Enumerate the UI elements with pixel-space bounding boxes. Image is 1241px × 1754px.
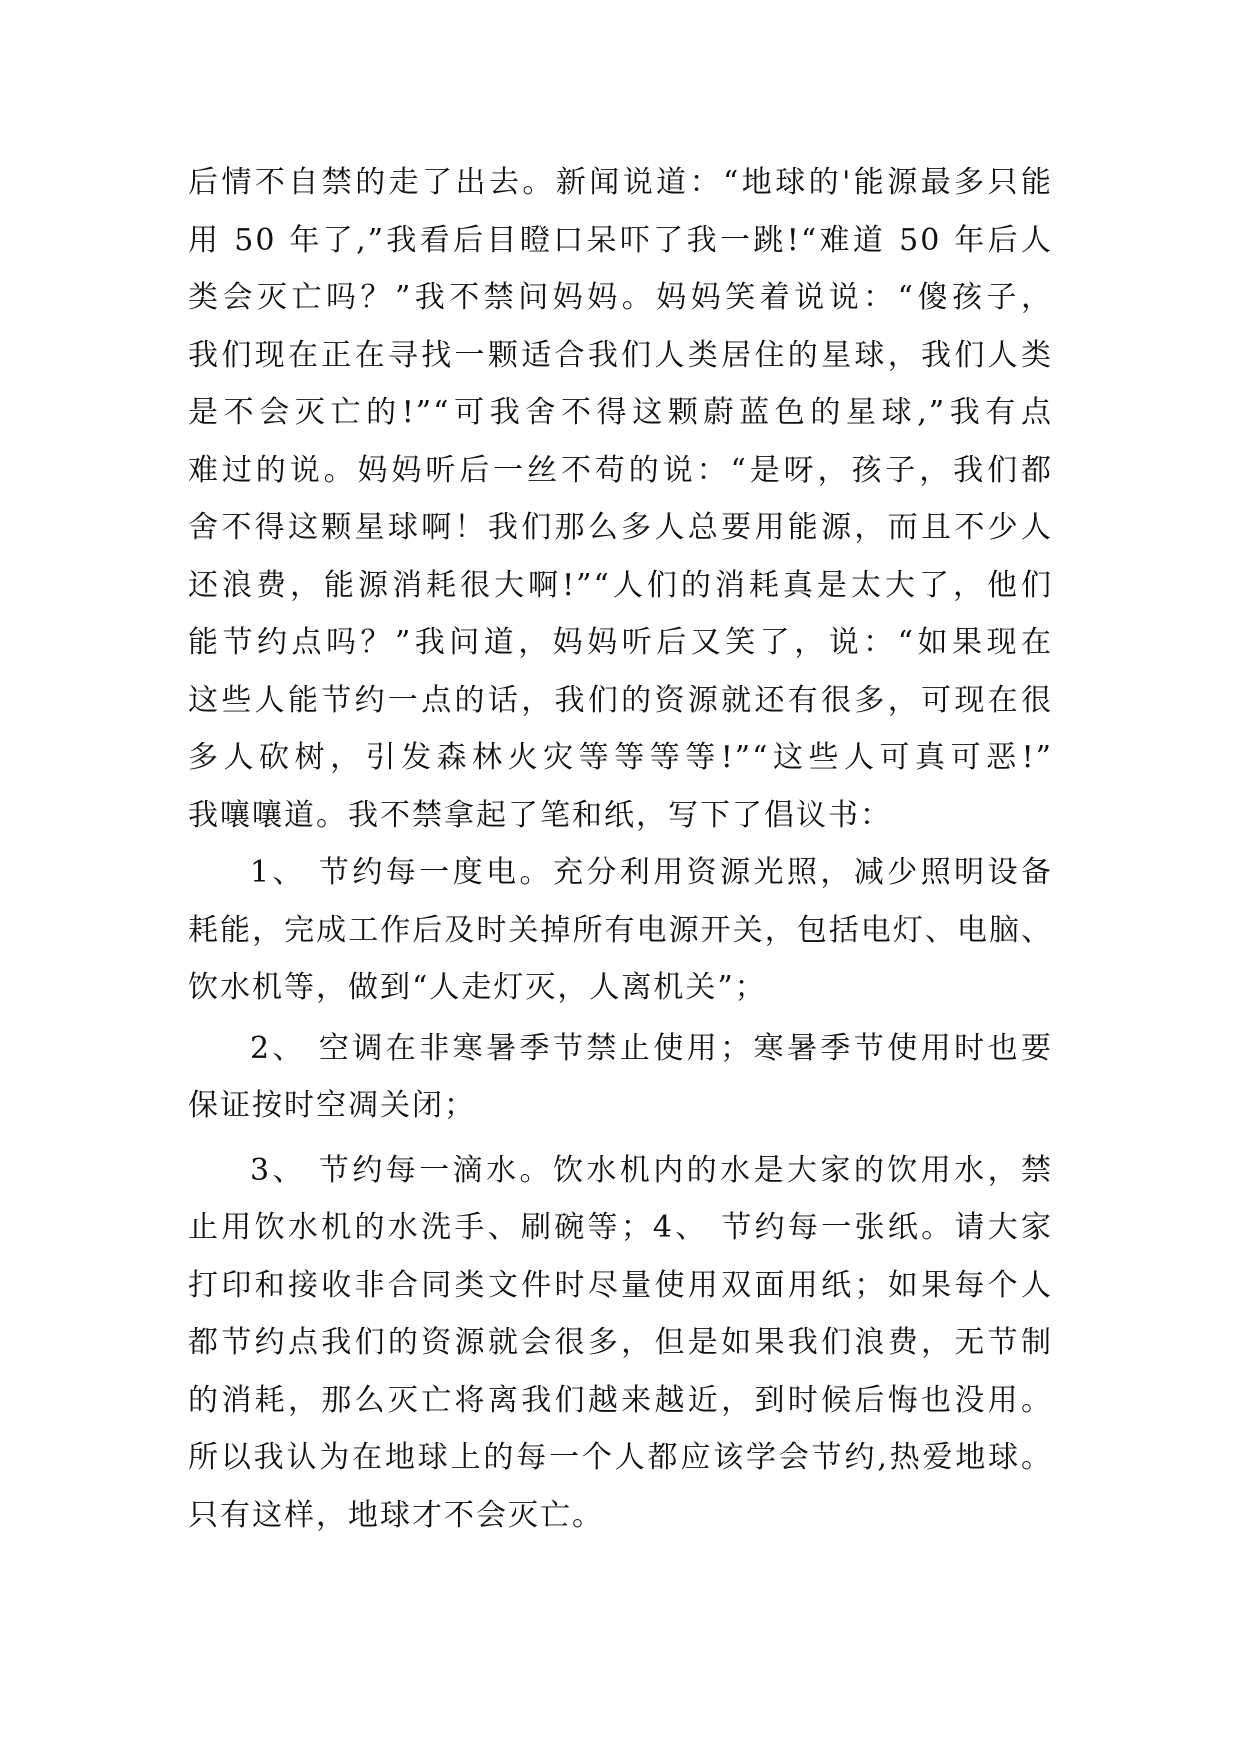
text-line: 只有这样，地球才不会灭亡。	[188, 1497, 604, 1533]
text-line: 舍不得这颗星球啊！我们那么多人总要用能源，而且不少人	[188, 510, 1053, 545]
text-line: 止用饮水机的水洗手、刷碗等；4、 节约每一张纸。请大家	[188, 1210, 1053, 1245]
text-line: 饮水机等，做到“人走灯灭，人离机关”；	[188, 970, 767, 1005]
text-line: 1、 节约每一度电。充分利用资源光照，减少照明设备	[250, 855, 1053, 890]
paragraph-narrative	[188, 154, 1053, 844]
text-line: 后情不自禁的走了出去。新闻说道：“地球的'能源最多只能	[188, 165, 1053, 200]
text-line: 保证按时空凋关闭；	[188, 1088, 476, 1123]
text-line: 我嚷嚷道。我不禁拿起了笔和纸，写下了倡议书：	[188, 797, 892, 833]
text-line: 是不会灭亡的!”“可我舍不得这颗蔚蓝色的星球,”我有点	[188, 395, 1053, 430]
text-line: 2、 空调在非寒暑季节禁止使用；寒暑季节使用时也要	[250, 1030, 1053, 1066]
text-line: 用 50 年了,”我看后目瞪口呆吓了我一跳!“难道 50 年后人	[188, 222, 1053, 258]
text-line: 耗能，完成工作后及时关掉所有电源开关，包括电灯、电脑、	[188, 912, 1053, 948]
document-body	[188, 154, 1053, 1544]
text-line: 所以我认为在地球上的每一个人都应该学会节约,热爱地球。	[188, 1440, 1053, 1475]
text-line: 的消耗，那么灭亡将离我们越来越近，到时候后悔也没用。	[188, 1382, 1053, 1418]
text-line: 能节约点吗？”我问道，妈妈听后又笑了，说：“如果现在	[188, 625, 1053, 660]
text-line: 打印和接收非合同类文件时尽量使用双面用纸；如果每个人	[188, 1267, 1053, 1303]
text-line: 多人砍树，引发森林火灾等等等等!”“这些人可真可恶!”	[188, 740, 1053, 775]
text-line: 都节约点我们的资源就会很多，但是如果我们浪费，无节制	[188, 1325, 1053, 1360]
text-line: 难过的说。妈妈听后一丝不苟的说：“是呀，孩子，我们都	[188, 452, 1053, 488]
text-line: 3、 节约每一滴水。饮水机内的水是大家的饮用水，禁	[250, 1152, 1053, 1188]
proposal-item-1	[188, 844, 1053, 1017]
text-line: 类会灭亡吗？”我不禁问妈妈。妈妈笑着说说：“傻孩子，	[188, 280, 1053, 315]
text-line: 还浪费，能源消耗很大啊!”“人们的消耗真是太大了，他们	[188, 567, 1053, 603]
proposal-item-3	[188, 1142, 1053, 1545]
proposal-item-2	[188, 1020, 1053, 1135]
text-line: 我们现在正在寻找一颗适合我们人类居住的星球，我们人类	[188, 337, 1053, 373]
text-line: 这些人能节约一点的话，我们的资源就还有很多，可现在很	[188, 682, 1053, 718]
